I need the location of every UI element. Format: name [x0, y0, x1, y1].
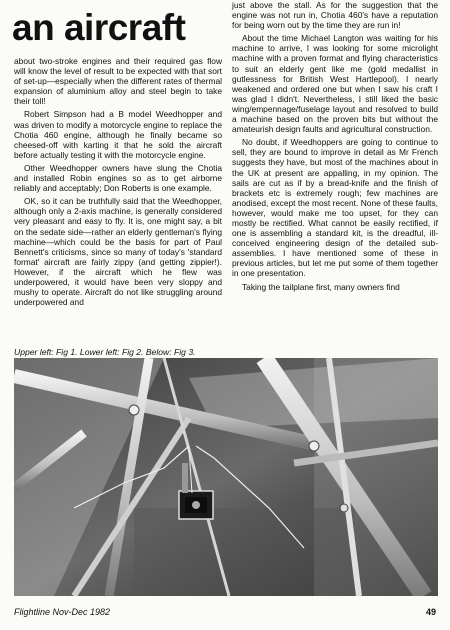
paragraph: OK, so it can be truthfully said that the Weedhopper, although only a 2-axis machine, is generally considered very pleasant and easy to fly. It is, one might say, a bit on the sedate side—rather an elderly gentleman's flying machine—which could be the basis for part of Paul Bennett's criticisms, since so many of today's 'standard format' aircraft are fairly zippy (and getting zippier!). However, if the aircraft which he flew was underpowered, it would have been very sloppy and mushy to operate. Aircraft do not like struggling around underpowered and — [14, 196, 222, 308]
paragraph: about two-stroke engines and their required gas flow will know the level of result to be expected with that sort of set-up—especially when the different rates of thermal expansion of aluminium alloy and steel begin to take their toll! — [14, 56, 222, 107]
footer-publication: Flightline Nov-Dec 1982 — [14, 607, 111, 617]
paragraph: just above the stall. As for the suggestion that the engine was not run in, Chotia 460's have a reputation for being worn out by the time they are run in! — [232, 0, 438, 31]
aircraft-structure-photo — [14, 358, 438, 596]
left-text-column — [14, 56, 222, 310]
paragraph: About the time Michael Langton was waiting for his machine to arrive, I was looking for some microlight machine with a proven format and flying characteristics to suit an elderly gent like me (gold medallist in gutlessness for British West Hartlepool). I nearly weakened and ordered one but when I saw his craft I was glad I didn't. Nevertheless, I still liked the basic wing/empennage/fuselage layout and resolved to build a machine based on the proven bits but without the amateurish design faults and agricultural construction. — [232, 33, 438, 135]
paragraph: Taking the tailplane first, many owners find — [242, 281, 400, 292]
page-number: 49 — [425, 607, 436, 617]
right-text-column — [232, 0, 438, 295]
paragraph: No doubt, if Weedhoppers are going to continue to sell, they are bound to improve in detail as Mr French suggests they have, but most of the machines about in the UK at present are appalling, in my opinion. The sails are cut as if by a bread-knife and the finish of brackets etc is extremely rough; few machines are anodised, except the most recent. None of these faults, however, would make me too upset, for they can mostly be rectified. What cannot be easily rectified, if one is assembling a standard kit, is the dreadful, ill-conceived engineering design of the detailed sub-assemblies. I have mentioned some of these in previous articles, but let me put some of them together in one presentation. — [232, 137, 438, 279]
paragraph: Robert Simpson had a B model Weedhopper and was driven to modify a motorcycle engine to replace the Chotia 460 engine, although he finally became so cheesed-off with karting it that he sold the aircraft before actually testing it with the motorcycle engine. — [14, 109, 222, 160]
figure-caption: Upper left: Fig 1. Lower left: Fig 2. Below: Fig 3. — [14, 347, 196, 357]
paragraph: Other Weedhopper owners have slung the Chotia and installed Robin engines so as to get airborne reliably and acceptably; Don Roberts is one example. — [14, 162, 222, 194]
article-headline: an aircraft — [12, 7, 186, 48]
